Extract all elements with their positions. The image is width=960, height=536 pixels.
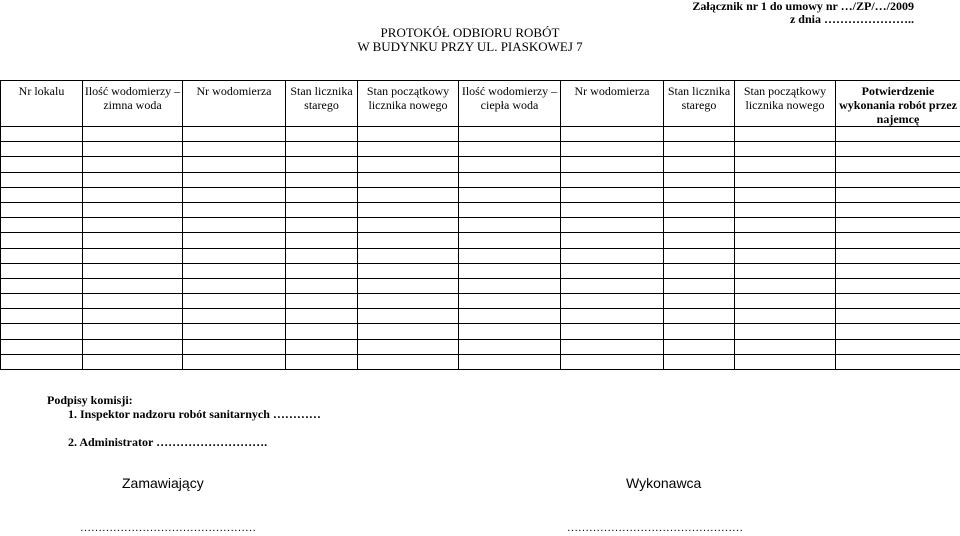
- table-row: [1, 157, 960, 172]
- table-cell: [286, 172, 358, 187]
- table-cell: [358, 187, 459, 202]
- table-cell: [836, 309, 960, 324]
- col-header-hot-old-reading: Stan licznika starego: [664, 81, 735, 127]
- table-cell: [664, 294, 735, 309]
- signature-administrator: 2. Administrator ……………………….: [68, 435, 268, 449]
- table-cell: [836, 218, 960, 233]
- annex-date: z dnia …………………..: [789, 12, 914, 26]
- document-title-line1: PROTOKÓŁ ODBIORU ROBÓT: [380, 25, 560, 40]
- table-cell: [358, 339, 459, 354]
- table-cell: [664, 172, 735, 187]
- table-cell: [459, 218, 561, 233]
- table-cell: [561, 324, 664, 339]
- table-row: [1, 233, 960, 248]
- table-cell: [561, 263, 664, 278]
- table-cell: [183, 339, 286, 354]
- table-body: [1, 127, 960, 370]
- table-cell: [735, 248, 836, 263]
- table-cell: [561, 157, 664, 172]
- table-row: [1, 187, 960, 202]
- acceptance-table: [0, 80, 960, 370]
- table-cell: [358, 278, 459, 293]
- table-cell: [459, 248, 561, 263]
- table-cell: [183, 157, 286, 172]
- table-cell: [664, 127, 735, 142]
- table-row: [1, 339, 960, 354]
- col-header-tenant-confirmation: Potwierdzenie wykonania robót przez najemcę: [836, 81, 960, 127]
- table-cell: [1, 202, 83, 217]
- table-cell: [836, 142, 960, 157]
- table-cell: [183, 248, 286, 263]
- table-cell: [735, 218, 836, 233]
- table-cell: [735, 309, 836, 324]
- table-cell: [286, 263, 358, 278]
- table-cell: [735, 278, 836, 293]
- table-cell: [1, 263, 83, 278]
- table-cell: [83, 309, 183, 324]
- table-cell: [286, 142, 358, 157]
- table-cell: [286, 233, 358, 248]
- table-cell: [561, 294, 664, 309]
- table-cell: [664, 339, 735, 354]
- table-cell: [358, 248, 459, 263]
- table-cell: [735, 142, 836, 157]
- commission-signatures: [47, 393, 321, 449]
- table-cell: [286, 294, 358, 309]
- table-cell: [286, 218, 358, 233]
- table-cell: [183, 294, 286, 309]
- table-cell: [836, 172, 960, 187]
- table-cell: [836, 248, 960, 263]
- signatures-heading: Podpisy komisji:: [47, 393, 133, 407]
- table-cell: [561, 172, 664, 187]
- table-cell: [836, 127, 960, 142]
- table-cell: [286, 202, 358, 217]
- table-cell: [83, 142, 183, 157]
- table-cell: [358, 309, 459, 324]
- table-cell: [358, 172, 459, 187]
- table-row: [1, 263, 960, 278]
- table-cell: [286, 278, 358, 293]
- table-cell: [183, 233, 286, 248]
- table-row: [1, 172, 960, 187]
- table-cell: [735, 157, 836, 172]
- table-cell: [459, 202, 561, 217]
- table-cell: [459, 172, 561, 187]
- table-row: [1, 248, 960, 263]
- table-cell: [286, 309, 358, 324]
- table-cell: [1, 294, 83, 309]
- table-cell: [561, 218, 664, 233]
- table-row: [1, 218, 960, 233]
- document-title: [320, 26, 620, 54]
- table-cell: [183, 354, 286, 369]
- table-cell: [459, 339, 561, 354]
- table-cell: [561, 142, 664, 157]
- table-cell: [735, 339, 836, 354]
- table-cell: [1, 354, 83, 369]
- table-cell: [358, 354, 459, 369]
- col-header-cold-old-reading: Stan licznika starego: [286, 81, 358, 127]
- table-cell: [183, 172, 286, 187]
- table-cell: [664, 157, 735, 172]
- table-cell: [183, 324, 286, 339]
- table-cell: [664, 309, 735, 324]
- table-cell: [664, 202, 735, 217]
- table-cell: [664, 324, 735, 339]
- table-cell: [83, 218, 183, 233]
- table-cell: [83, 354, 183, 369]
- table-cell: [459, 157, 561, 172]
- table-cell: [459, 278, 561, 293]
- table-cell: [664, 187, 735, 202]
- table-cell: [735, 294, 836, 309]
- table-cell: [83, 127, 183, 142]
- table-header-row: [1, 81, 960, 127]
- table-cell: [664, 263, 735, 278]
- table-cell: [561, 339, 664, 354]
- table-cell: [83, 248, 183, 263]
- table-cell: [459, 233, 561, 248]
- table-cell: [735, 187, 836, 202]
- contractor-signature-line: …………………………………………: [567, 522, 743, 534]
- table-cell: [664, 354, 735, 369]
- table-cell: [183, 142, 286, 157]
- table-cell: [561, 233, 664, 248]
- table-cell: [358, 218, 459, 233]
- table-cell: [664, 248, 735, 263]
- table-row: [1, 127, 960, 142]
- table-cell: [1, 339, 83, 354]
- table-cell: [83, 339, 183, 354]
- table-cell: [561, 278, 664, 293]
- table-cell: [183, 187, 286, 202]
- table-cell: [358, 202, 459, 217]
- table-cell: [83, 324, 183, 339]
- table-cell: [561, 354, 664, 369]
- table-cell: [664, 142, 735, 157]
- table-cell: [183, 278, 286, 293]
- client-label: Zamawiający: [122, 475, 204, 491]
- col-header-hot-meter-no: Nr wodomierza: [561, 81, 664, 127]
- table-cell: [183, 127, 286, 142]
- col-header-cold-new-reading: Stan początkowy licznika nowego: [358, 81, 459, 127]
- table-row: [1, 142, 960, 157]
- table-cell: [459, 127, 561, 142]
- table-cell: [836, 278, 960, 293]
- table-cell: [664, 218, 735, 233]
- table-cell: [358, 263, 459, 278]
- table-cell: [286, 354, 358, 369]
- table-cell: [358, 157, 459, 172]
- table-row: [1, 294, 960, 309]
- table-cell: [286, 248, 358, 263]
- table-cell: [83, 263, 183, 278]
- table-cell: [1, 278, 83, 293]
- col-header-cold-meter-no: Nr wodomierza: [183, 81, 286, 127]
- table-cell: [735, 202, 836, 217]
- table-row: [1, 354, 960, 369]
- table-cell: [83, 202, 183, 217]
- table-cell: [286, 324, 358, 339]
- table-cell: [836, 233, 960, 248]
- table-cell: [1, 187, 83, 202]
- table-cell: [459, 142, 561, 157]
- table-cell: [1, 218, 83, 233]
- signature-inspector: 1. Inspektor nadzoru robót sanitarnych …………: [68, 407, 321, 421]
- table-cell: [1, 309, 83, 324]
- table-cell: [1, 142, 83, 157]
- table-cell: [459, 309, 561, 324]
- table-row: [1, 324, 960, 339]
- table-cell: [836, 187, 960, 202]
- table-cell: [1, 157, 83, 172]
- table-cell: [1, 233, 83, 248]
- table-cell: [735, 324, 836, 339]
- col-header-cold-meter-count: Ilość wodomierzy – zimna woda: [83, 81, 183, 127]
- table-cell: [735, 127, 836, 142]
- table-cell: [183, 218, 286, 233]
- table-cell: [836, 294, 960, 309]
- table-cell: [836, 157, 960, 172]
- table-cell: [183, 309, 286, 324]
- table-cell: [183, 202, 286, 217]
- annex-note: [684, 0, 914, 26]
- table-cell: [561, 187, 664, 202]
- table-cell: [1, 248, 83, 263]
- table-cell: [286, 339, 358, 354]
- table-cell: [459, 354, 561, 369]
- table-cell: [561, 309, 664, 324]
- table-cell: [1, 324, 83, 339]
- table-cell: [83, 278, 183, 293]
- table-cell: [358, 142, 459, 157]
- table-cell: [735, 233, 836, 248]
- table-cell: [358, 324, 459, 339]
- table-cell: [1, 127, 83, 142]
- table-cell: [83, 233, 183, 248]
- table-cell: [459, 294, 561, 309]
- table-cell: [836, 263, 960, 278]
- table-cell: [83, 157, 183, 172]
- table-cell: [836, 202, 960, 217]
- table-row: [1, 278, 960, 293]
- table-cell: [735, 172, 836, 187]
- table-cell: [735, 263, 836, 278]
- table-cell: [459, 324, 561, 339]
- table-cell: [664, 278, 735, 293]
- client-signature-line: …………………………………………: [80, 522, 256, 534]
- table-cell: [459, 187, 561, 202]
- table-cell: [735, 354, 836, 369]
- col-header-hot-meter-count: Ilość wodomierzy – ciepła woda: [459, 81, 561, 127]
- table-cell: [561, 202, 664, 217]
- col-header-hot-new-reading: Stan początkowy licznika nowego: [735, 81, 836, 127]
- table-cell: [183, 263, 286, 278]
- table-cell: [358, 294, 459, 309]
- table-row: [1, 309, 960, 324]
- contractor-label: Wykonawca: [626, 475, 702, 491]
- table-cell: [836, 339, 960, 354]
- annex-reference: Załącznik nr 1 do umowy nr …/ZP/…/2009: [692, 0, 914, 13]
- table-cell: [358, 233, 459, 248]
- table-cell: [836, 324, 960, 339]
- table-cell: [358, 127, 459, 142]
- table-cell: [836, 354, 960, 369]
- table-cell: [83, 187, 183, 202]
- table-cell: [561, 248, 664, 263]
- table-cell: [561, 127, 664, 142]
- table-cell: [459, 263, 561, 278]
- table-cell: [83, 294, 183, 309]
- table-cell: [286, 127, 358, 142]
- table-cell: [286, 157, 358, 172]
- document-title-line2: W BUDYNKU PRZY UL. PIASKOWEJ 7: [357, 39, 583, 54]
- table-cell: [83, 172, 183, 187]
- col-header-apartment-no: Nr lokalu: [1, 81, 83, 127]
- table-row: [1, 202, 960, 217]
- table-cell: [286, 187, 358, 202]
- table-cell: [664, 233, 735, 248]
- table-cell: [1, 172, 83, 187]
